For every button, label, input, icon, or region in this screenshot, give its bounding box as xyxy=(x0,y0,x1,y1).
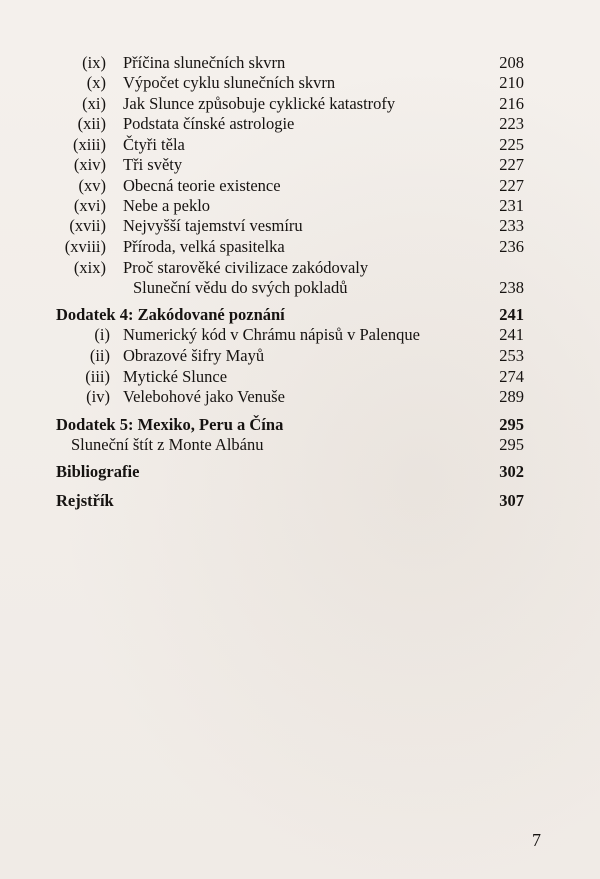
entry-number: (xiii) xyxy=(73,135,106,154)
entry-page: 227 xyxy=(499,176,524,195)
entry-title: Podstata čínské astrologie xyxy=(123,114,295,133)
entry-page: 223 xyxy=(499,114,524,133)
entry-number: (xix) xyxy=(73,258,106,277)
appendix-page: 241 xyxy=(499,305,524,324)
entry-page: 289 xyxy=(499,387,524,406)
entry-page: 225 xyxy=(499,135,524,154)
entry-number: (iv) xyxy=(86,387,110,406)
entry-number: (ix) xyxy=(82,53,106,72)
entry-number: (xiv) xyxy=(73,155,106,174)
entry-number: (xii) xyxy=(77,114,106,133)
entry-title: Příroda, velká spasitelka xyxy=(123,237,285,256)
entry-title: Výpočet cyklu slunečních skvrn xyxy=(123,73,336,92)
entry-number: (xvi) xyxy=(73,196,106,215)
appendix-title: Dodatek 5: Mexiko, Peru a Čína xyxy=(56,415,284,434)
entry-title: Čtyři těla xyxy=(123,135,185,154)
entry-title: Obecná teorie existence xyxy=(123,176,281,195)
page-number: 7 xyxy=(532,830,541,850)
entry-page: 208 xyxy=(499,53,524,72)
entry-page: 231 xyxy=(499,196,524,215)
entry-title: Nebe a peklo xyxy=(123,196,211,215)
entry-title: Velebohové jako Venuše xyxy=(123,387,285,406)
entry-page: 233 xyxy=(499,216,524,235)
entry-title: Numerický kód v Chrámu nápisů v Palenque xyxy=(123,325,420,344)
bibliography-page: 302 xyxy=(499,462,524,481)
entry-number: (xv) xyxy=(78,176,106,195)
entry-page: 227 xyxy=(499,155,524,174)
entry-number: (iii) xyxy=(85,367,110,386)
entry-number: (xviii) xyxy=(64,237,106,256)
entry-number: (x) xyxy=(86,73,106,92)
entry-page: 210 xyxy=(499,73,524,92)
entry-title: Sluneční vědu do svých pokladů xyxy=(133,278,348,297)
entry-number: (ii) xyxy=(89,346,110,365)
entry-title: Příčina slunečních skvrn xyxy=(123,53,286,72)
entry-title: Mytické Slunce xyxy=(123,367,228,386)
entry-title: Proč starověké civilizace zakódovaly xyxy=(123,258,369,277)
index-page: 307 xyxy=(499,491,524,510)
entry-page: 236 xyxy=(499,237,524,256)
entry-page: 253 xyxy=(499,346,524,365)
entry-number: (xi) xyxy=(82,94,106,113)
entry-title: Obrazové šifry Mayů xyxy=(123,346,265,365)
appendix-page: 295 xyxy=(499,415,524,434)
entry-page: 241 xyxy=(499,325,524,344)
entry-title: Sluneční štít z Monte Albánu xyxy=(71,435,264,454)
entry-title: Jak Slunce způsobuje cyklické katastrofy xyxy=(123,94,396,113)
entry-number: (i) xyxy=(94,325,110,344)
entry-page: 238 xyxy=(499,278,524,297)
index-title: Rejstřík xyxy=(56,491,114,510)
entry-page: 274 xyxy=(499,367,524,386)
appendix-title: Dodatek 4: Zakódované poznání xyxy=(56,305,285,324)
entry-number: (xvii) xyxy=(69,216,106,235)
entry-title: Nejvyšší tajemství vesmíru xyxy=(123,216,303,235)
bibliography-title: Bibliografie xyxy=(56,462,140,481)
reverse-side-bleed-through xyxy=(150,270,570,770)
entry-page: 216 xyxy=(499,94,524,113)
entry-page: 295 xyxy=(499,435,524,454)
entry-title: Tři světy xyxy=(123,155,183,174)
